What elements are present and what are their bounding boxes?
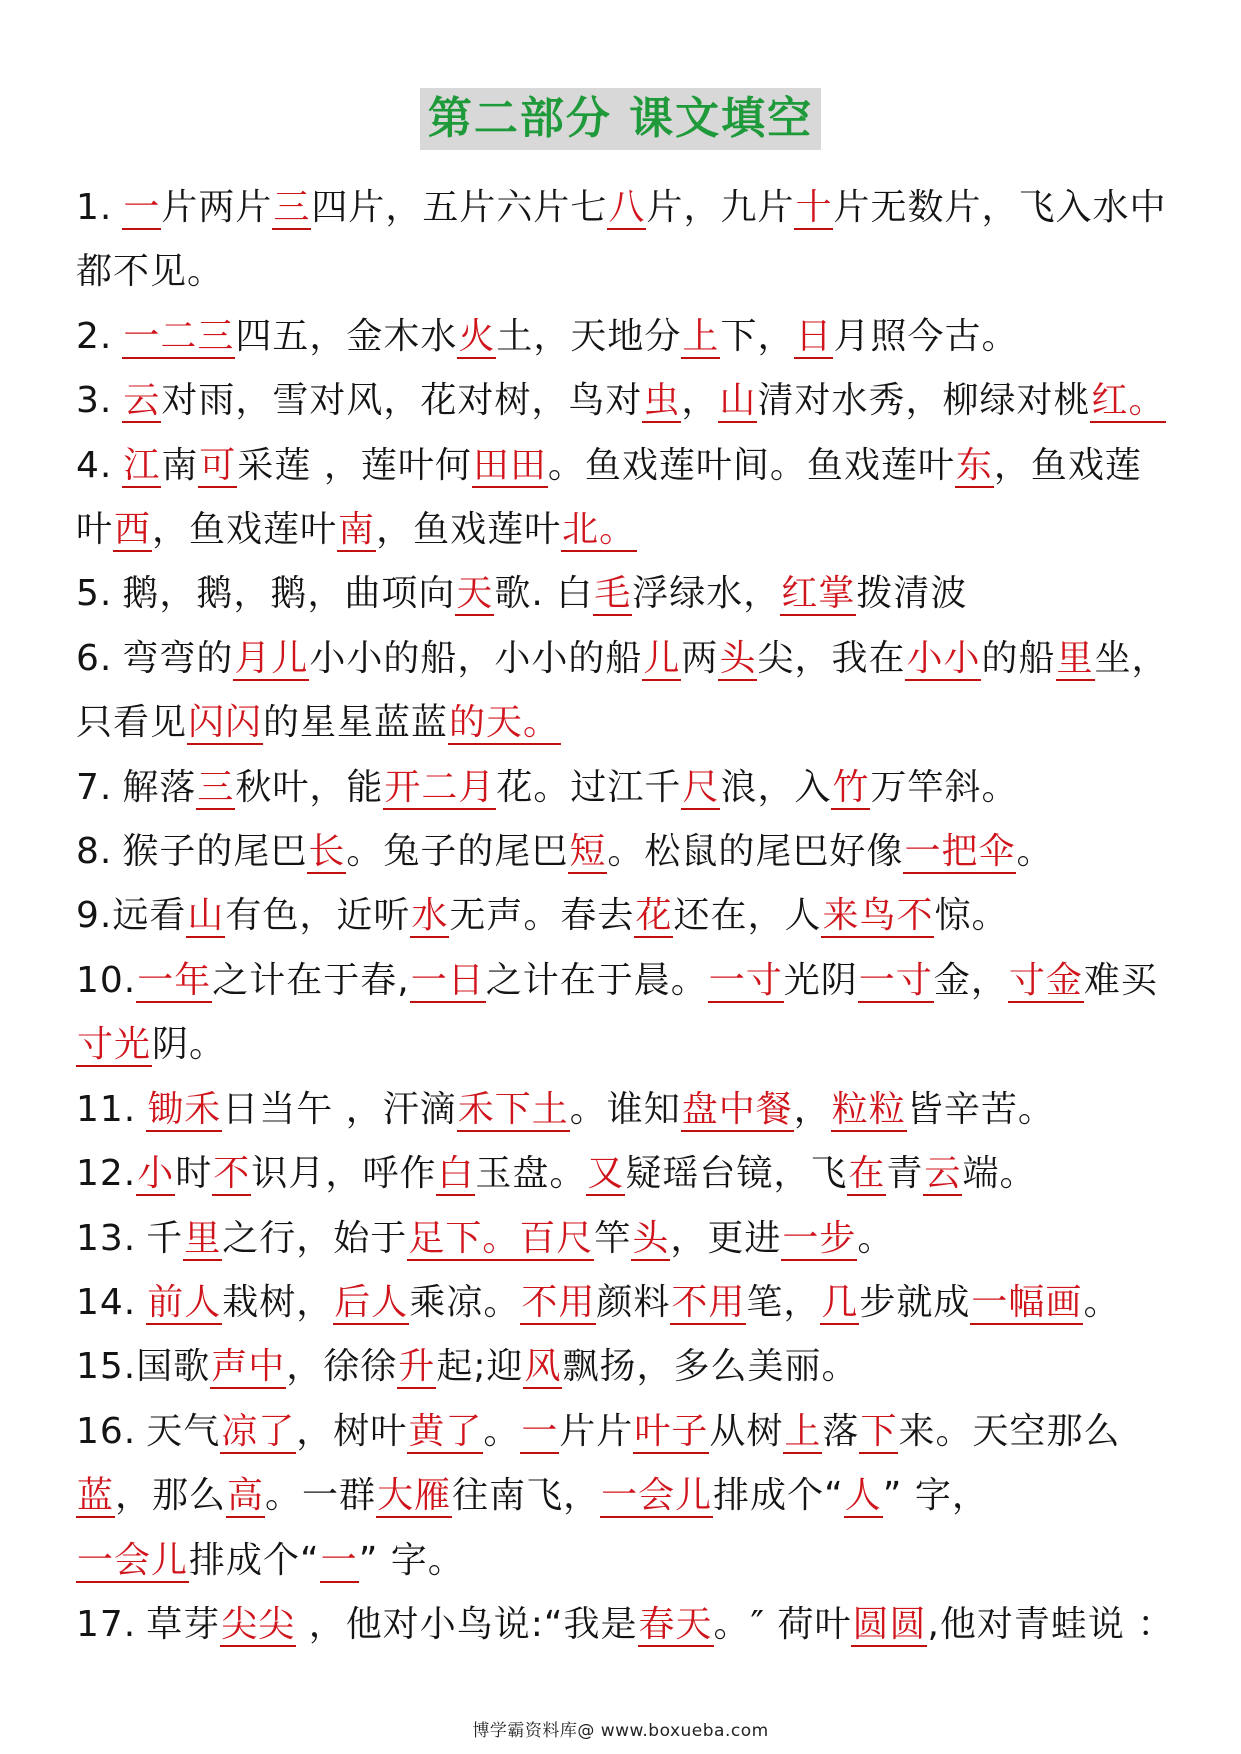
item-text: 的星星蓝蓝 [263, 702, 449, 744]
answer-blank: 的天。 [449, 702, 561, 744]
item-text: 片片 [559, 1410, 634, 1452]
item-text: ” 字， [882, 1475, 989, 1517]
item-text: ， [681, 380, 719, 422]
answer-blank: 升 [398, 1346, 436, 1388]
fill-in-item [76, 1078, 1176, 1142]
item-text: ，更进 [670, 1217, 782, 1259]
item-text: 。 [857, 1217, 895, 1259]
answer-blank: 声中 [211, 1346, 286, 1388]
item-text: 对雨，雪对风，花对树，鸟对 [161, 380, 643, 422]
item-text: 坐，只看见 [76, 637, 1169, 744]
item-text: 排成个“ [189, 1539, 320, 1581]
item-text: 难买 [1083, 959, 1158, 1001]
answer-blank: 南 [338, 509, 376, 551]
fill-in-item [76, 305, 1176, 369]
answer-blank: 下 [860, 1410, 898, 1452]
answer-blank: 白 [437, 1153, 475, 1195]
item-text: 。谁知 [569, 1088, 681, 1130]
answer-blank: 三 [273, 187, 311, 228]
answer-blank: 红。 [1091, 380, 1166, 422]
item-text: 日当午 ，汗滴 [222, 1088, 457, 1130]
answer-blank: 小 [137, 1153, 175, 1195]
item-text: 南 [161, 444, 199, 486]
answer-blank: 山 [719, 380, 757, 422]
item-text: 弯弯的 [122, 637, 234, 679]
item-text: 天气 [146, 1410, 221, 1452]
answer-blank: 月儿 [234, 637, 309, 679]
answer-blank: 寸金 [1008, 959, 1083, 1001]
answer-blank: 寸光 [77, 1024, 152, 1066]
item-text: 月照今古。 [833, 315, 1019, 357]
item-text: 尖，我在 [757, 637, 906, 679]
answer-blank: 闪闪 [188, 702, 263, 744]
item-text: 远看 [112, 895, 187, 937]
answer-blank: 足下。百尺 [408, 1217, 594, 1259]
item-text: 片，九片 [646, 187, 795, 228]
answer-blank: 又 [587, 1153, 625, 1195]
answer-blank: 上 [682, 315, 720, 357]
answer-blank: 春天 [638, 1603, 713, 1645]
item-number: 9. [76, 895, 113, 937]
item-number: 1. [76, 187, 113, 228]
answer-blank: 虫 [643, 380, 681, 422]
item-number: 4. [76, 444, 113, 486]
answer-blank: 东 [955, 444, 993, 486]
answer-blank: 日 [795, 315, 833, 357]
item-text: 万竿斜。 [870, 766, 1019, 808]
item-text: 往南飞， [452, 1475, 601, 1517]
answer-blank: 天 [456, 573, 494, 615]
item-text: ，鱼戏莲叶 [76, 444, 1142, 551]
answer-blank: 水 [411, 895, 449, 937]
answer-blank: 江 [123, 444, 161, 486]
answer-blank: 前人 [147, 1281, 222, 1323]
item-number: 5. [76, 573, 113, 615]
item-text: 青 [886, 1153, 924, 1195]
item-text: 。 [1016, 831, 1054, 873]
answer-blank: 尺 [682, 766, 720, 808]
answer-blank: 一幅画 [971, 1281, 1083, 1323]
item-text: 之计在于春, [212, 959, 410, 1001]
item-text: 解落 [122, 766, 197, 808]
answer-blank: 一把伞 [904, 831, 1016, 873]
answer-blank: 一日 [410, 959, 485, 1001]
item-number: 8. [76, 831, 113, 873]
answer-blank: 一寸 [708, 959, 783, 1001]
answer-blank: 一寸 [858, 959, 933, 1001]
fill-in-item [76, 562, 1176, 626]
item-text: ,他对青蛙说 ： [927, 1603, 1175, 1645]
answer-blank: 叶子 [634, 1410, 709, 1452]
answer-blank: 锄禾 [147, 1088, 222, 1130]
fill-in-item [76, 369, 1176, 433]
answer-blank: 里 [184, 1217, 222, 1259]
item-text: 拨清波 [856, 573, 968, 615]
answer-blank: 上 [784, 1410, 822, 1452]
item-text: 两 [681, 637, 719, 679]
answer-blank: 风 [524, 1346, 562, 1388]
item-text: 阴。 [152, 1024, 227, 1066]
answer-blank: 短 [569, 831, 607, 873]
item-text: 。 [483, 1410, 521, 1452]
item-text: ” 字。 [358, 1539, 465, 1581]
fill-in-item [76, 1271, 1176, 1335]
item-text: 识月，呼作 [251, 1153, 437, 1195]
answer-blank: 儿 [643, 637, 681, 679]
item-text: 来。天空那么 [898, 1410, 1121, 1452]
item-text: 排成个“ [713, 1475, 844, 1517]
item-text: 惊。 [934, 895, 1009, 937]
item-number: 11. [76, 1088, 137, 1130]
item-text: 笔， [746, 1281, 821, 1323]
item-text: 皆辛苦。 [906, 1088, 1055, 1130]
fill-in-item [76, 1593, 1176, 1657]
item-number: 2. [76, 315, 113, 357]
item-text: 。鱼戏莲叶间。鱼戏莲叶 [547, 444, 955, 486]
answer-blank: 长 [308, 831, 346, 873]
fill-in-item [76, 627, 1176, 756]
item-text: 四片，五片六片七 [311, 187, 608, 228]
item-text: ，他对小鸟说:“我是 [296, 1603, 638, 1645]
title-wrap [0, 88, 1241, 150]
item-text: 片两片 [161, 187, 273, 228]
answer-blank: 云 [924, 1153, 962, 1195]
answer-blank: 头 [719, 637, 757, 679]
answer-blank: 一 [521, 1410, 559, 1452]
answer-blank: 后人 [334, 1281, 409, 1323]
answer-blank: 开二月 [384, 766, 496, 808]
answer-blank: 毛 [594, 573, 632, 615]
answer-blank: 小小 [906, 637, 981, 679]
item-text: 。松鼠的尾巴好像 [607, 831, 904, 873]
item-text: 国歌 [136, 1346, 211, 1388]
item-text: 清对水秀，柳绿对桃 [757, 380, 1091, 422]
answer-blank: 粒粒 [831, 1088, 906, 1130]
item-number: 6. [76, 637, 113, 679]
answer-blank: 一会儿 [601, 1475, 713, 1517]
item-text: 四五，金木水 [235, 315, 458, 357]
item-text: 从树 [709, 1410, 784, 1452]
item-text: 下， [720, 315, 795, 357]
item-text: 有色，近听 [225, 895, 411, 937]
item-text: 栽树， [222, 1281, 334, 1323]
answer-blank: 不 [213, 1153, 251, 1195]
item-text: ，那么 [115, 1475, 227, 1517]
answer-blank: 不用 [671, 1281, 746, 1323]
fill-in-item [76, 1142, 1176, 1206]
answer-blank: 大雁 [377, 1475, 452, 1517]
fill-in-item [76, 949, 1176, 1078]
answer-blank: 可 [199, 444, 237, 486]
item-text: ， [793, 1088, 831, 1130]
item-number: 13. [76, 1217, 137, 1259]
item-text: 。″ 荷叶 [713, 1603, 852, 1645]
answer-blank: 一会儿 [77, 1539, 189, 1581]
fill-in-item [76, 434, 1176, 563]
answer-blank: 北。 [562, 509, 637, 551]
item-text: 花。过江千 [496, 766, 682, 808]
answer-blank: 一年 [137, 959, 212, 1001]
item-text: 千 [146, 1217, 184, 1259]
item-text: ，鱼戏莲叶 [376, 509, 562, 551]
item-text: 玉盘。 [475, 1153, 587, 1195]
item-text: 歌. 白 [494, 573, 594, 615]
item-text: 光阴 [783, 959, 858, 1001]
item-text: 时 [175, 1153, 213, 1195]
item-text: 。兔子的尾巴 [346, 831, 569, 873]
answer-blank: 盘中餐 [681, 1088, 793, 1130]
item-number: 12. [76, 1153, 137, 1195]
answer-blank: 高 [227, 1475, 265, 1517]
item-text: 浮绿水， [632, 573, 781, 615]
fill-in-item [76, 820, 1176, 884]
answer-blank: 圆圆 [852, 1603, 927, 1645]
item-text: 起;迎 [436, 1346, 524, 1388]
item-text: ，徐徐 [286, 1346, 398, 1388]
item-number: 3. [76, 380, 113, 422]
item-text: ，树叶 [296, 1410, 408, 1452]
answer-blank: 黄了 [408, 1410, 483, 1452]
fill-in-item [76, 176, 1176, 305]
item-text: 鹅，鹅，鹅，曲项向 [122, 573, 456, 615]
answer-blank: 禾下土 [457, 1088, 569, 1130]
item-number: 10. [76, 959, 137, 1001]
item-text: 。 [1083, 1281, 1121, 1323]
answer-blank: 竹 [832, 766, 870, 808]
answer-blank: 一 [320, 1539, 358, 1581]
item-number: 7. [76, 766, 113, 808]
item-text: 步就成 [859, 1281, 971, 1323]
fill-in-item [76, 756, 1176, 820]
item-text: 的船 [981, 637, 1056, 679]
answer-blank: 火 [458, 315, 496, 357]
fill-in-item [76, 1335, 1176, 1399]
answer-blank: 头 [632, 1217, 670, 1259]
item-text: 草芽 [146, 1603, 221, 1645]
item-text: 采莲 ，莲叶何 [237, 444, 472, 486]
answer-blank: 在 [848, 1153, 886, 1195]
answer-blank: 西 [114, 509, 152, 551]
answer-blank: 尖尖 [221, 1603, 296, 1645]
fill-in-item [76, 1207, 1176, 1271]
answer-blank: 不用 [521, 1281, 596, 1323]
answer-blank: 几 [821, 1281, 859, 1323]
item-number: 15. [76, 1346, 137, 1388]
item-text: 之计在于晨。 [485, 959, 708, 1001]
page-title: 第二部分 课文填空 [420, 88, 821, 150]
item-number: 16. [76, 1410, 137, 1452]
item-text: 金， [933, 959, 1008, 1001]
answer-blank: 八 [608, 187, 646, 228]
answer-blank: 一步 [782, 1217, 857, 1259]
fill-in-item [76, 884, 1176, 948]
answer-blank: 人 [844, 1475, 882, 1517]
item-text: 颜料 [596, 1281, 671, 1323]
item-text: ，鱼戏莲叶 [152, 509, 338, 551]
fill-in-item [76, 1400, 1176, 1593]
answer-blank: 来鸟不 [822, 895, 934, 937]
item-text: 乘凉。 [409, 1281, 521, 1323]
answer-blank: 里 [1056, 637, 1094, 679]
item-text: 秋叶，能 [235, 766, 384, 808]
item-text: 小小的船，小小的船 [309, 637, 643, 679]
footer-watermark: 博学霸资料库@ www.boxueba.com [472, 1721, 769, 1741]
item-text: 落 [822, 1410, 860, 1452]
item-text: 还在，人 [673, 895, 822, 937]
answer-blank: 花 [635, 895, 673, 937]
item-text: 片无数片，飞入水中都不见。 [76, 187, 1167, 293]
item-text: 浪，入 [720, 766, 832, 808]
item-text: 。一群 [265, 1475, 377, 1517]
item-number: 14. [76, 1281, 137, 1323]
answer-blank: 云 [123, 380, 161, 422]
item-text: 飘扬，多么美丽。 [562, 1346, 859, 1388]
answer-blank: 一二三 [123, 315, 235, 357]
item-text: 之行，始于 [222, 1217, 408, 1259]
item-text: 竿 [594, 1217, 632, 1259]
item-text: 无声。春去 [449, 895, 635, 937]
answer-blank: 田田 [472, 444, 547, 486]
answer-blank: 凉了 [221, 1410, 296, 1452]
item-text: 猴子的尾巴 [122, 831, 308, 873]
answer-blank: 山 [187, 895, 225, 937]
item-text: 疑瑶台镜，飞 [625, 1153, 848, 1195]
answer-blank: 三 [197, 766, 235, 808]
answer-blank: 蓝 [77, 1475, 115, 1517]
item-text: 土，天地分 [496, 315, 682, 357]
item-text: 端。 [962, 1153, 1037, 1195]
item-number: 17. [76, 1603, 137, 1645]
answer-blank: 一 [123, 187, 161, 228]
answer-blank: 红掌 [781, 573, 856, 615]
fill-in-list [76, 176, 1176, 1657]
answer-blank: 十 [795, 187, 833, 228]
